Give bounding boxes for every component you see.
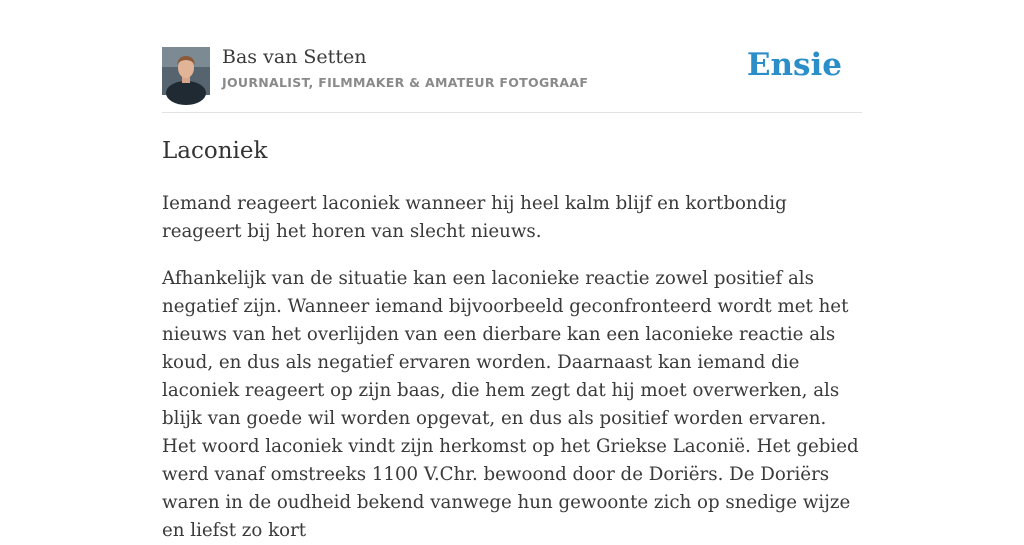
article-paragraph: Afhankelijk van de situatie kan een laconieke reactie zowel positief als negatief zijn. Wanneer iemand bijvoorbeeld geconfronteerd wordt met het nieuws van het overlijden van een dierbare kan een laconieke reactie als koud, en dus als negatief ervaren worden. Daarnaast kan iemand die laconiek reageert op zijn baas, die hem zegt dat hij moet overwerken, als blijk van goede wil worden opgevat, en dus als positief worden ervaren.	[162, 268, 849, 429]
author-header	[162, 0, 862, 113]
article-title: Laconiek	[162, 138, 268, 164]
author-name[interactable]: Bas van Setten	[222, 46, 367, 68]
author-tagline: JOURNALIST, FILMMAKER & AMATEUR FOTOGRAAF	[222, 75, 589, 90]
page-container	[162, 0, 862, 541]
article-body	[162, 190, 862, 545]
ensie-logo[interactable]: Ensie	[746, 47, 842, 83]
user-portrait-icon	[162, 47, 210, 95]
author-avatar[interactable]	[162, 47, 210, 95]
article-paragraph: Iemand reageert laconiek wanneer hij heel kalm blijf en kortbondig reageert bij het horen van slecht nieuws.	[162, 193, 787, 242]
article-paragraph: Het woord laconiek vindt zijn herkomst op het Griekse Laconië. Het gebied werd vanaf omstreeks 1100 V.Chr. bewoond door de Doriërs. De Doriërs waren in de oudheid bekend vanwege hun gewoonte zich op snedige wijze en liefst zo kort	[162, 436, 859, 541]
